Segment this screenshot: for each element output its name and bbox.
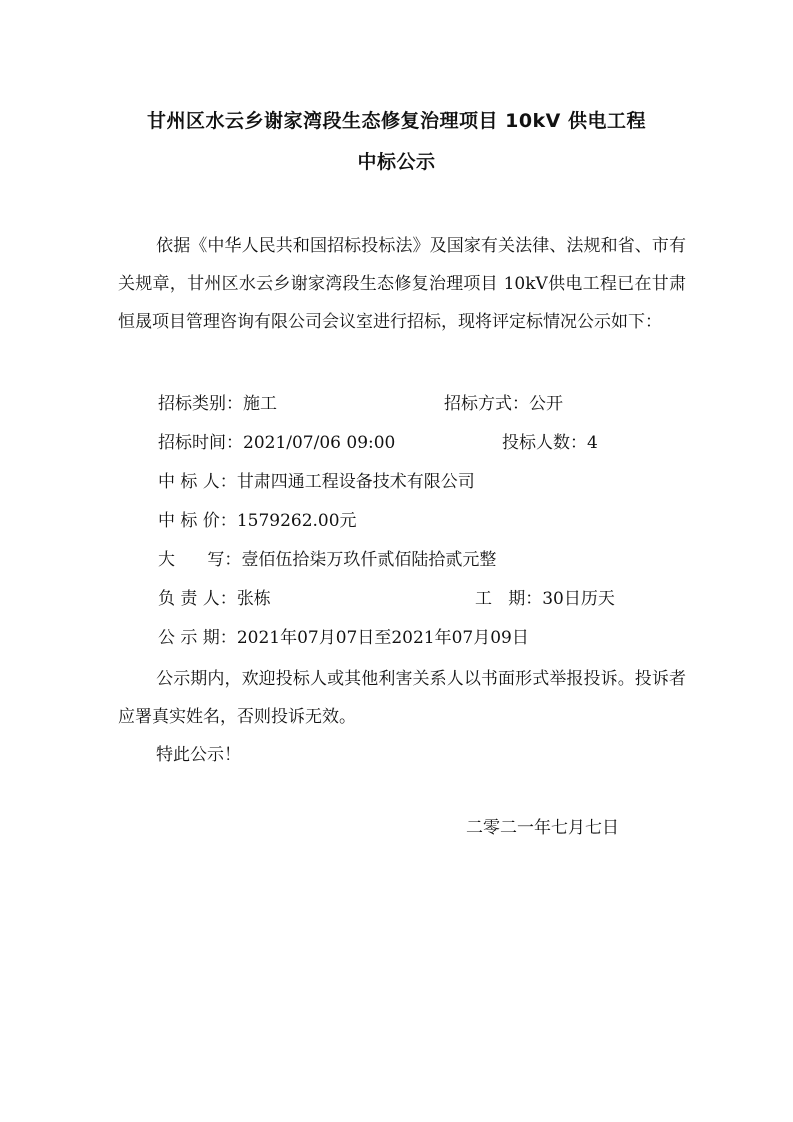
bidders-label: 投标人数： bbox=[502, 433, 587, 453]
period-value: 30日历天 bbox=[542, 589, 615, 609]
row-period bbox=[475, 587, 615, 611]
complaint-paragraph bbox=[118, 660, 686, 736]
row-uppercase bbox=[158, 548, 496, 572]
complaint-text: 公示期内，欢迎投标人或其他利害关系人以书面形式举报投诉。投诉者应署真实姓名，否则投诉无效。 bbox=[118, 669, 686, 727]
document-title: 甘州区水云乡谢家湾段生态修复治理项目 10kV 供电工程 bbox=[146, 110, 646, 132]
row-type bbox=[158, 392, 277, 416]
notice-period-value: 2021年07月07日至2021年07月09日 bbox=[236, 628, 529, 648]
uppercase-label: 大 写： bbox=[158, 550, 242, 570]
manager-value: 张栋 bbox=[236, 589, 271, 609]
winner-label: 中 标 人： bbox=[158, 472, 237, 492]
time-label: 招标时间： bbox=[158, 433, 243, 453]
row-notice-period bbox=[158, 626, 529, 650]
row-price bbox=[158, 509, 357, 533]
winner-value: 甘肃四通工程设备技术有限公司 bbox=[236, 472, 475, 492]
bidders-value: 4 bbox=[587, 433, 598, 453]
type-label: 招标类别： bbox=[158, 394, 243, 414]
row-bidders bbox=[502, 431, 598, 455]
method-label: 招标方式： bbox=[444, 394, 529, 414]
row-method bbox=[444, 392, 563, 416]
document-subtitle: 中标公示 bbox=[357, 151, 436, 173]
uppercase-value: 壹佰伍拾柒万玖仟贰佰陆拾贰元整 bbox=[241, 550, 497, 570]
notice-period-label: 公 示 期： bbox=[158, 628, 237, 648]
row-manager bbox=[158, 587, 271, 611]
price-label: 中 标 价： bbox=[158, 511, 237, 531]
intro-paragraph bbox=[118, 227, 686, 341]
time-value: 2021/07/06 09:00 bbox=[243, 433, 396, 453]
intro-text: 依据《中华人民共和国招标投标法》及国家有关法律、法规和省、市有关规章，甘州区水云乡谢家湾段生态修复治理项目 10kV供电工程已在甘肃恒晟项目管理咨询有限公司会议室进行招标，现将评定标情况公示如下： bbox=[118, 236, 686, 332]
period-label: 工 期： bbox=[475, 589, 543, 609]
row-time bbox=[158, 431, 395, 455]
row-winner bbox=[158, 470, 475, 494]
method-value: 公开 bbox=[529, 394, 563, 414]
issue-date: 二零二一年七月七日 bbox=[466, 818, 619, 838]
price-value: 1579262.00元 bbox=[236, 511, 357, 531]
type-value: 施工 bbox=[243, 394, 277, 414]
manager-label: 负 责 人： bbox=[158, 589, 237, 609]
closing-text: 特此公示！ bbox=[156, 745, 241, 765]
closing-paragraph bbox=[118, 736, 686, 774]
